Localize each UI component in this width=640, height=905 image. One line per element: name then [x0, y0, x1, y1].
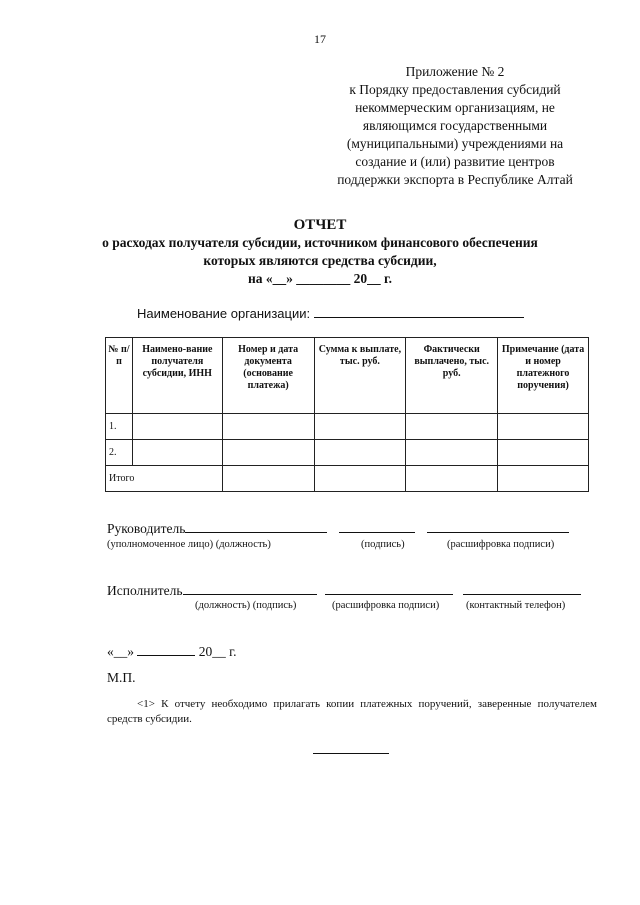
- appendix-text: к Порядку предоставления субсидий некоммерческим организациям, не являющимся государственными (муниципальными) учреждениями на создание и (или) развитие центров поддержки экспорта в Республике Алтай: [337, 82, 573, 187]
- head-label: Руководитель: [107, 521, 186, 536]
- table-row: [106, 440, 589, 466]
- head-caption-left: (уполномоченное лицо) (должность): [107, 539, 271, 550]
- head-caption-decode: (расшифровка подписи): [447, 539, 555, 550]
- appendix-title: Приложение № 2: [405, 64, 505, 79]
- header-document: Номер и дата документа (основание платежа): [222, 338, 314, 414]
- row-number: 2.: [106, 440, 133, 466]
- table-cell: [222, 466, 314, 492]
- date-month-blank: [137, 643, 195, 656]
- executor-caption-left: (должность) (подпись): [195, 600, 297, 611]
- executor-blank: [183, 582, 317, 595]
- header-note: Примечание (дата и номер платежного поручения): [498, 338, 589, 414]
- executor-signature-line: [107, 582, 581, 599]
- total-label: Итого: [106, 466, 223, 492]
- header-number: № п/п: [106, 338, 133, 414]
- executor-decode-blank: [325, 582, 453, 595]
- table-cell: [498, 440, 589, 466]
- organization-line: [137, 305, 524, 321]
- head-signature-line: [107, 520, 569, 537]
- report-title-block: [90, 216, 550, 288]
- executor-caption-phone: (контактный телефон): [466, 600, 566, 611]
- table-cell: [406, 414, 498, 440]
- executor-label: Исполнитель: [107, 583, 183, 598]
- head-blank: [185, 520, 327, 533]
- executor-caption-decode: (расшифровка подписи): [332, 600, 440, 611]
- stamp-label: М.П.: [107, 670, 136, 685]
- report-title: ОТЧЕТ: [293, 217, 347, 233]
- table-cell: [406, 440, 498, 466]
- table-cell: [222, 414, 314, 440]
- table-cell: [406, 466, 498, 492]
- table-cell: [132, 414, 222, 440]
- date-day: «__»: [107, 644, 134, 659]
- table-cell: [498, 414, 589, 440]
- page-number: 17: [314, 32, 326, 46]
- head-decode-blank: [427, 520, 569, 533]
- head-sign-blank: [339, 520, 415, 533]
- table-cell: [132, 440, 222, 466]
- row-number: 1.: [106, 414, 133, 440]
- table-cell: [222, 440, 314, 466]
- report-subtitle: о расходах получателя субсидии, источником финансового обеспечения которых являются средства субсидии,: [102, 235, 538, 268]
- organization-label: Наименование организации:: [137, 306, 311, 321]
- table-cell: [314, 440, 406, 466]
- executor-phone-blank: [463, 582, 581, 595]
- signing-date-line: [107, 643, 237, 660]
- date-year: 20__ г.: [198, 644, 237, 659]
- report-date-line: на «__» ________ 20__ г.: [247, 271, 392, 286]
- header-amount-paid: Фактически выплачено, тыс. руб.: [406, 338, 498, 414]
- end-divider: [313, 753, 389, 754]
- organization-blank: [314, 305, 524, 318]
- table-cell: [498, 466, 589, 492]
- header-recipient: Наимено-вание получателя субсидии, ИНН: [132, 338, 222, 414]
- header-amount-due: Сумма к выплате, тыс. руб.: [314, 338, 406, 414]
- footnote: <1> К отчету необходимо прилагать копии платежных поручений, заверенные получателем средств субсидии.: [107, 698, 597, 725]
- appendix-block: [330, 63, 580, 189]
- report-table: [105, 337, 589, 492]
- head-caption-sign: (подпись): [361, 539, 405, 550]
- table-total-row: [106, 466, 589, 492]
- table-row: [106, 414, 589, 440]
- table-header-row: [106, 338, 589, 414]
- table-cell: [314, 414, 406, 440]
- table-cell: [314, 466, 406, 492]
